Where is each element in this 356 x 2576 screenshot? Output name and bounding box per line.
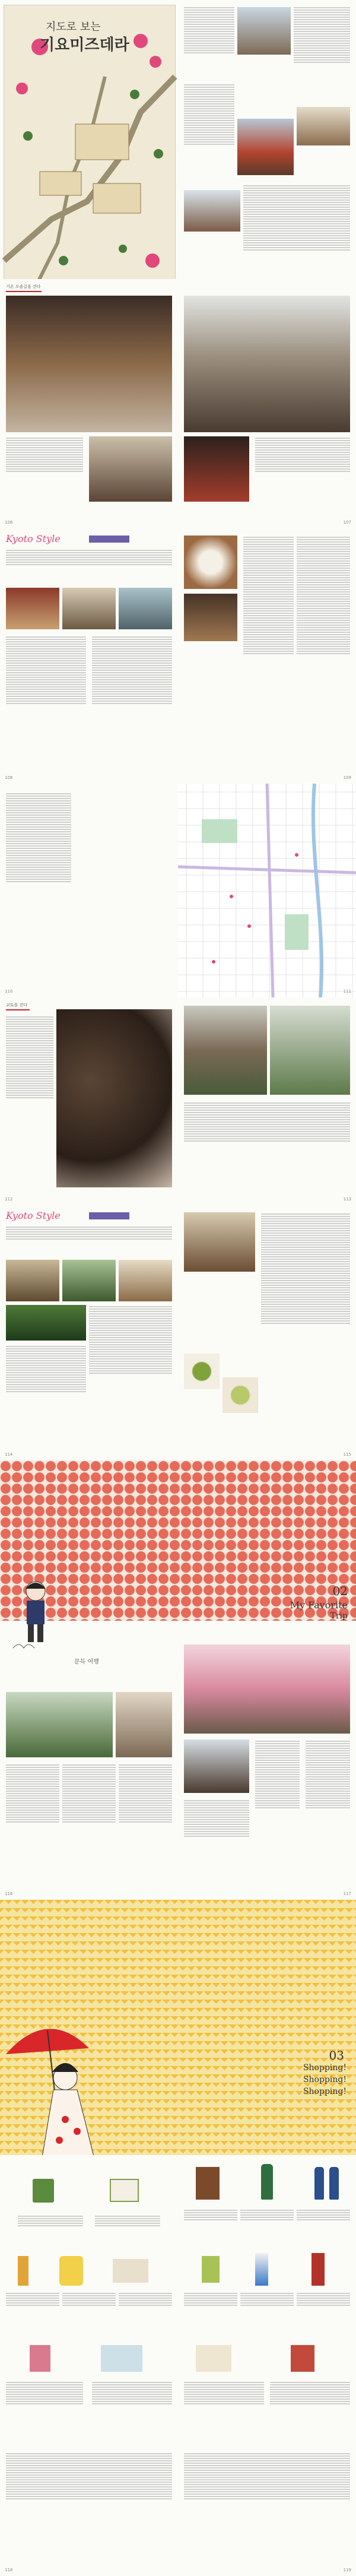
page-style-left <box>0 528 179 784</box>
traveler-illustration <box>9 1573 62 1645</box>
chapter-title-line1: My Favorite <box>290 1599 348 1611</box>
spread-kyoto-style-2 <box>0 1205 356 1460</box>
spread-shopping <box>0 1900 356 2576</box>
shop-footer-text <box>6 2452 172 2547</box>
product-caption-1 <box>18 2214 83 2244</box>
product-caption-3 <box>6 2292 59 2333</box>
product-pink-item <box>30 2345 50 2372</box>
product-snack-box <box>196 2167 220 2200</box>
page-article <box>178 0 356 321</box>
shopping-line-2: Shopping! <box>303 2075 347 2084</box>
product-caption-14 <box>184 2381 264 2440</box>
page-number: 114 <box>5 1452 13 1457</box>
geisha-street-photo <box>6 296 172 432</box>
product-red-bottle <box>312 2253 325 2286</box>
product-caption-11 <box>184 2292 237 2333</box>
photo-text-b <box>255 436 350 508</box>
product-caption-7 <box>92 2381 172 2440</box>
product-caption-13 <box>297 2292 350 2333</box>
page-number: 113 <box>343 1197 351 1202</box>
trip-right-text-3 <box>184 1799 249 1876</box>
product-tea-tin <box>33 2179 54 2203</box>
product-sweets-box <box>110 2179 139 2202</box>
page-map <box>0 0 179 321</box>
page-number: 110 <box>5 989 13 994</box>
matcha-photo <box>184 1354 220 1389</box>
shopping-number: 03 <box>329 2048 344 2062</box>
page-gion-right <box>178 279 356 528</box>
product-jar <box>59 2256 83 2286</box>
forest-path-photo <box>6 1692 113 1757</box>
map-title-line1: 지도로 보는 <box>46 21 101 33</box>
article-text-col3 <box>184 83 234 184</box>
city-street-map <box>178 784 356 997</box>
style-intro-text <box>6 549 172 584</box>
page-tea-right <box>178 1205 356 1460</box>
bench-photo <box>116 1692 172 1757</box>
cafe-photo-2 <box>62 588 116 629</box>
trees-text <box>184 1101 350 1184</box>
product-caption-4 <box>62 2292 116 2333</box>
spread-city-map <box>0 784 356 997</box>
tea-intro-text <box>6 1225 172 1255</box>
product-blue-bottle-1 <box>314 2167 324 2200</box>
page-gion-left <box>0 279 179 528</box>
product-tea-bag <box>202 2256 220 2283</box>
kyoto-style-title: Kyoto Style <box>6 533 61 544</box>
temple-roof-photo <box>184 1739 249 1793</box>
trip-right-text-2 <box>306 1739 350 1876</box>
page-shop-right <box>178 2155 356 2576</box>
spread-gion-photos <box>0 279 356 528</box>
product-caption-9 <box>240 2209 294 2244</box>
page-number: 117 <box>343 1891 351 1896</box>
product-green-bottle <box>261 2164 273 2200</box>
style-tag <box>89 536 129 543</box>
shop-photo <box>297 107 350 145</box>
shop-right-footer-text <box>184 2452 350 2547</box>
street-map-drawing <box>178 784 356 997</box>
page-number: 109 <box>343 775 351 780</box>
heading-rule <box>6 1009 30 1010</box>
product-tin-2 <box>291 2345 314 2372</box>
garden-photo <box>270 1006 350 1095</box>
style-tag <box>89 1212 129 1219</box>
page-number: 115 <box>343 1452 351 1457</box>
page-number: 107 <box>343 520 351 525</box>
handwritten-note: 문득 여행 <box>74 1659 99 1665</box>
page-trip-right <box>178 1584 356 1900</box>
tea-photo-4 <box>6 1305 86 1341</box>
geisha-umbrella-illustration <box>0 2013 119 2167</box>
spread-favorite-trip <box>0 1460 356 1900</box>
page-shop-left <box>0 2155 179 2576</box>
article-text-col2 <box>294 6 350 95</box>
illustrated-map <box>4 5 176 303</box>
riverside-photo <box>184 1006 267 1095</box>
product-caption-15 <box>270 2381 350 2440</box>
cherry-blossom-photo <box>184 1645 350 1734</box>
product-stationery <box>101 2345 142 2372</box>
product-caption-6 <box>6 2381 83 2440</box>
map-index-list <box>6 792 71 970</box>
tea-right-text <box>261 1212 350 1432</box>
trip-right-text-1 <box>255 1739 300 1876</box>
page-market <box>0 997 179 1205</box>
product-caption-10 <box>297 2209 350 2244</box>
trip-text-1 <box>6 1763 59 1882</box>
temple-photo <box>237 7 291 55</box>
kyoto-style-title: Kyoto Style <box>6 1210 61 1221</box>
page-number: 118 <box>5 2568 13 2572</box>
page-number: 106 <box>5 520 13 525</box>
lantern-photo <box>184 436 249 502</box>
product-caption-2 <box>95 2214 160 2244</box>
article-text-col1 <box>184 6 234 77</box>
section-heading: 교토를 걷다 <box>6 1003 28 1007</box>
market-crowd-photo <box>56 1009 172 1187</box>
product-caption-8 <box>184 2209 237 2244</box>
trip-text-2 <box>62 1763 116 1882</box>
product-cosmetic-tube <box>18 2256 28 2286</box>
tea-photo-1 <box>6 1260 59 1301</box>
chapter-number: 02 <box>332 1584 348 1598</box>
heading-rule <box>6 291 42 292</box>
product-caption-12 <box>240 2292 294 2333</box>
page-number: 111 <box>343 989 351 994</box>
tea-body-text <box>89 1305 172 1436</box>
product-blue-bottle-2 <box>329 2167 339 2200</box>
tea-cup-photo <box>223 1377 258 1413</box>
style-right-text-1 <box>243 536 294 761</box>
spread-kyoto-style-1 <box>0 528 356 784</box>
cafe-photo-1 <box>6 588 59 629</box>
photo-text-a <box>6 436 83 508</box>
tea-photo-3 <box>119 1260 172 1301</box>
shopping-line-1: Shopping! <box>303 2063 347 2073</box>
bird-icon <box>12 1639 36 1656</box>
shop-front-photo <box>184 594 237 641</box>
product-caption-5 <box>119 2292 172 2333</box>
gate-photo <box>184 190 240 232</box>
trip-text-3 <box>119 1763 172 1882</box>
market-text <box>6 1015 53 1181</box>
style-body-text-2 <box>92 635 172 760</box>
dish-photo <box>184 536 237 589</box>
product-pouch <box>113 2259 148 2283</box>
product-box-2 <box>196 2345 231 2372</box>
pagoda-photo <box>237 119 294 175</box>
page-number: 119 <box>343 2568 351 2572</box>
page-number: 108 <box>5 775 13 780</box>
page-trees <box>178 997 356 1205</box>
section-heading: 기온 오솔길을 걷다 <box>6 284 41 289</box>
cafe-photo-3 <box>119 588 172 629</box>
alley-photo <box>89 436 172 502</box>
tea-photo-2 <box>62 1260 116 1301</box>
page-trip-left <box>0 1621 179 1900</box>
tea-shop-photo <box>184 1212 255 1272</box>
product-drink-bottle <box>255 2253 268 2286</box>
style-right-text-2 <box>297 536 350 761</box>
map-title-line2: 기요미즈데라 <box>40 36 129 54</box>
shopping-line-3: Shopping! <box>303 2087 347 2096</box>
style-body-text-1 <box>6 635 86 760</box>
page-tea-left <box>0 1205 179 1460</box>
page-number: 116 <box>5 1891 13 1896</box>
chapter-title-line2: Trip <box>330 1611 348 1621</box>
stone-lane-photo <box>184 296 350 432</box>
page-map-index <box>0 784 179 997</box>
spread-market-trees <box>0 997 356 1205</box>
page-style-right <box>178 528 356 784</box>
tea-body-text-2 <box>6 1345 86 1437</box>
spread-map-article <box>0 0 356 321</box>
page-number: 112 <box>5 1197 13 1202</box>
